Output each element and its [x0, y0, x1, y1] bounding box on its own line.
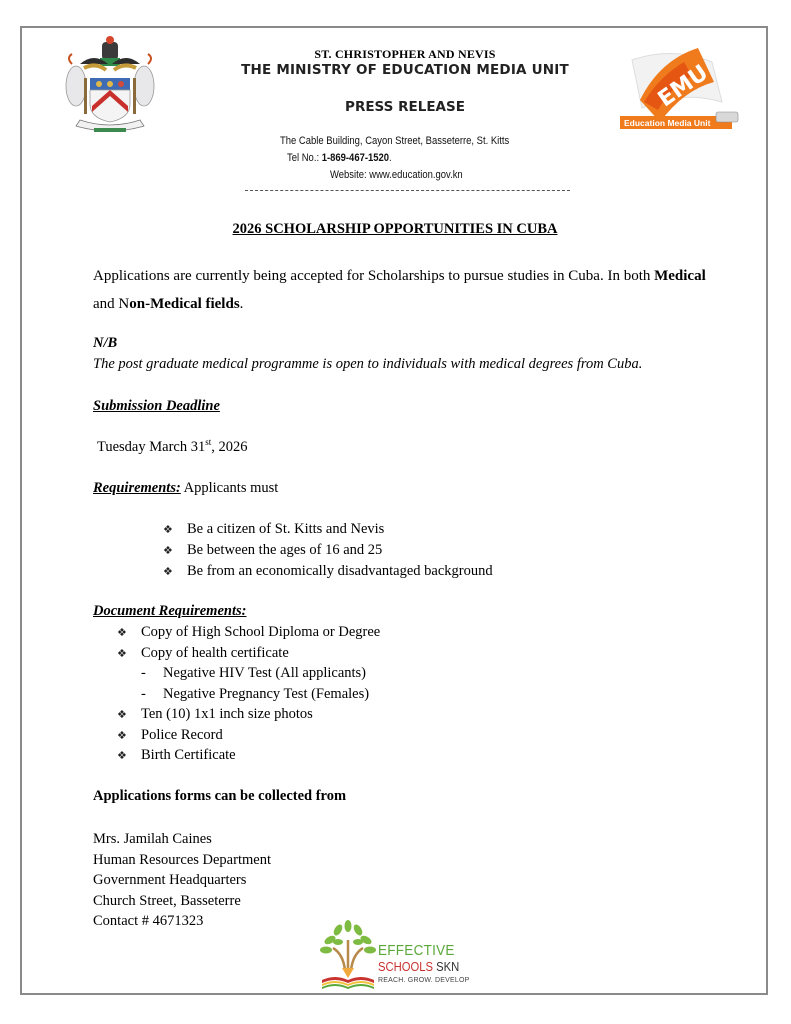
header-address: The Cable Building, Cayon Street, Basseterre, St. Kitts [280, 135, 510, 147]
document-item [117, 704, 380, 725]
coat-of-arms-icon [58, 34, 162, 134]
emu-caption: Education Media Unit [624, 118, 711, 128]
document-text: Ten (10) 1x1 inch size photos [141, 706, 313, 722]
diamond-bullet-icon: ❖ [117, 626, 127, 639]
contact-line: Contact # 4671323 [93, 913, 204, 929]
tel-suffix: . [389, 152, 392, 164]
document-item [117, 725, 380, 746]
tel-label: Tel No.: [287, 152, 322, 164]
contact-line: Government Headquarters [93, 872, 247, 888]
tel-number: 1-869-467-1520 [321, 152, 390, 164]
document-sub-item [117, 663, 380, 684]
emu-letters: EMU [653, 60, 713, 113]
document-text: Negative Pregnancy Test (Females) [163, 685, 370, 702]
deadline-year: , 2026 [211, 439, 248, 455]
diamond-bullet-icon: ❖ [117, 728, 127, 742]
document-sub-item [117, 684, 380, 705]
intro-non-medical: on-Medical fields [129, 296, 240, 312]
deadline-value [97, 439, 247, 456]
emu-logo-icon [612, 40, 750, 140]
document-text: Negative HIV Test (All applicants) [163, 665, 367, 681]
collection-label: Applications forms can be collected from [93, 788, 347, 804]
requirement-item [163, 519, 493, 540]
diamond-bullet-icon: ❖ [163, 523, 173, 536]
nb-label: N/B [93, 335, 118, 351]
skn-text: SKN [436, 960, 460, 974]
deadline-ordinal: st [205, 437, 212, 447]
document-item [117, 622, 380, 643]
header-divider [245, 190, 570, 191]
effective-schools-line2 [378, 960, 459, 974]
requirement-item [163, 561, 493, 582]
contact-line: Mrs. Jamilah Caines [93, 831, 212, 847]
document-item [117, 643, 380, 664]
requirement-item [163, 540, 493, 561]
nb-text: The post graduate medical programme is open to individuals with medical degrees from Cuba. [93, 356, 643, 372]
diamond-bullet-icon: ❖ [117, 646, 127, 660]
document-requirements-label: Document Requirements: [93, 603, 247, 619]
header-website: Website: www.education.gov.kn [330, 169, 463, 181]
intro-period: . [239, 296, 244, 312]
requirements-list [163, 519, 493, 582]
header-press-release: PRESS RELEASE [345, 99, 465, 115]
effective-schools-tagline: REACH. GROW. DEVELOP [378, 977, 470, 984]
schools-text: SCHOOLS [378, 960, 437, 974]
diamond-bullet-icon: ❖ [163, 544, 173, 557]
deadline-date: Tuesday March 31 [97, 439, 206, 455]
contact-line: Church Street, Basseterre [93, 892, 241, 909]
requirement-text: Be from an economically disadvantaged background [187, 563, 493, 579]
deadline-label: Submission Deadline [93, 398, 220, 414]
diamond-bullet-icon: ❖ [117, 708, 127, 721]
requirements-label: Requirements: [93, 480, 181, 496]
header-country: ST. CHRISTOPHER AND NEVIS [314, 47, 496, 61]
document-item [117, 745, 380, 766]
document-text: Birth Certificate [141, 747, 236, 763]
diamond-bullet-icon: ❖ [117, 749, 127, 762]
contact-block [93, 829, 271, 932]
page-title: 2026 SCHOLARSHIP OPPORTUNITIES IN CUBA [232, 221, 558, 237]
requirement-text: Be between the ages of 16 and 25 [187, 542, 383, 558]
header-telephone [287, 152, 392, 164]
requirements-heading [93, 480, 278, 497]
document-text: Copy of health certificate [141, 644, 289, 661]
document-text: Police Record [141, 726, 223, 743]
intro-text-2: and N [93, 296, 130, 312]
document-requirements-list [117, 622, 380, 766]
contact-line: Human Resources Department [93, 851, 271, 868]
intro-text: Applications are currently being accepted for Scholarships to pursue studies in Cuba. In both [93, 268, 655, 284]
header-ministry: THE MINISTRY OF EDUCATION MEDIA UNIT [241, 62, 569, 78]
dash-bullet-icon: - [141, 685, 146, 702]
diamond-bullet-icon: ❖ [163, 565, 173, 578]
intro-paragraph [93, 262, 713, 318]
effective-schools-line1: EFFECTIVE [378, 942, 455, 959]
document-text: Copy of High School Diploma or Degree [141, 624, 381, 640]
dash-bullet-icon: - [141, 665, 146, 681]
requirements-lead: Applicants must [180, 480, 279, 496]
intro-medical: Medical [654, 268, 706, 284]
requirement-text: Be a citizen of St. Kitts and Nevis [187, 521, 385, 537]
